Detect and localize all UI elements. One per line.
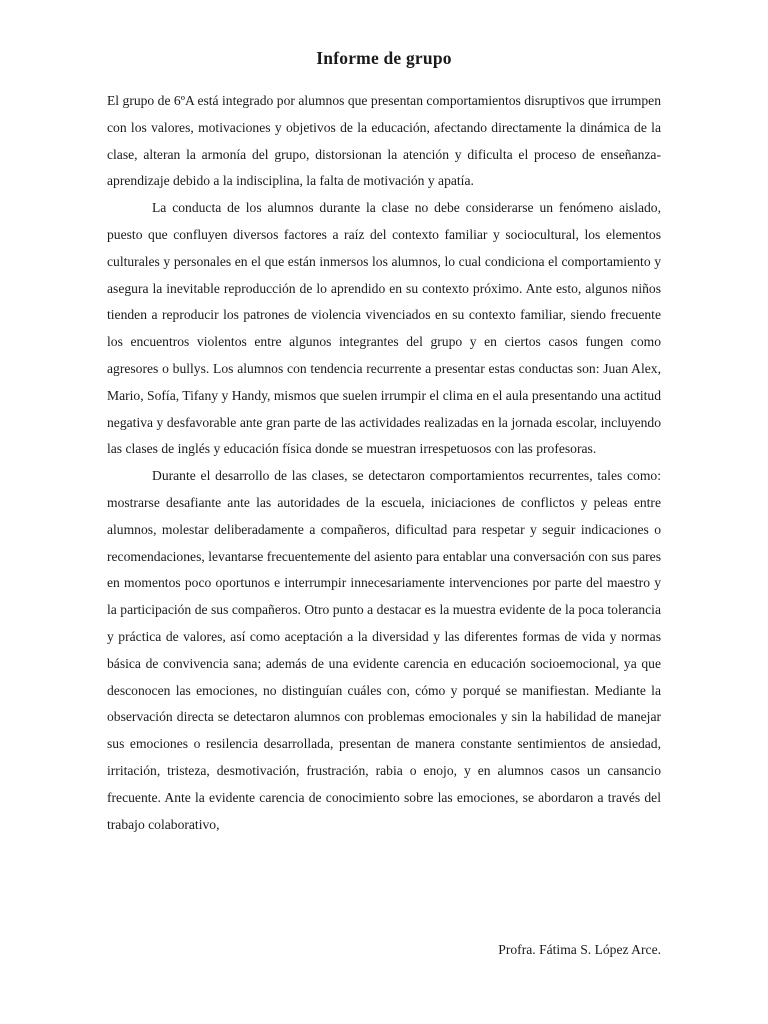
paragraph-3: Durante el desarrollo de las clases, se detectaron comportamientos recurrentes, tales como: mostrarse desafiante ante las autoridades de la escuela, iniciaciones de conflictos y peleas entre alumnos, molestar deliberadamente a compañeros, dificultad para respetar y seguir indicaciones o recomendaciones, levantarse frecuentemente del asiento para entablar una conversación con sus pares en momentos poco oportunos e interrumpir innecesariamente intervenciones por parte del maestro y la participación de sus compañeros. Otro punto a destacar es la muestra evidente de la poca tolerancia y práctica de valores, así como aceptación a la diversidad y las diferentes formas de vida y normas básica de convivencia sana; además de una evidente carencia en educación socioemocional, ya que desconocen las emociones, no distinguían cuáles con, cómo y porqué se manifiestan. Mediante la observación directa se detectaron alumnos con problemas emocionales y sin la habilidad de manejar sus emociones o resilencia desarrollada, presentan de manera constante sentimientos de ansiedad, irritación, tristeza, desmotivación, frustración, rabia o enojo, y en alumnos casos un cansancio frecuente. Ante la evidente carencia de conocimiento sobre las emociones, se abordaron a través del trabajo colaborativo, — [107, 468, 661, 832]
paragraph-1: El grupo de 6ºA está integrado por alumnos que presentan comportamientos disruptivos que irrumpen con los valores, motivaciones y objetivos de la educación, afectando directamente la dinámica de la clase, alteran la armonía del grupo, distorsionan la atención y dificulta el proceso de enseñanza-aprendizaje debido a la indisciplina, la falta de motivación y apatía. — [107, 93, 661, 189]
signature-line: Profra. Fátima S. López Arce. — [498, 942, 661, 957]
document-title: Informe de grupo — [316, 48, 452, 68]
paragraph-2: La conducta de los alumnos durante la clase no debe considerarse un fenómeno aislado, puesto que confluyen diversos factores a raíz del contexto familiar y sociocultural, los elementos culturales y personales en el que están inmersos los alumnos, lo cual condiciona el comportamiento y asegura la inevitable reproducción de lo aprendido en su contexto próximo. Ante esto, algunos niños tienden a reproducir los patrones de violencia vivenciados en su contexto familiar, siendo frecuente los encuentros violentos entre algunos integrantes del grupo y en ciertos casos fungen como agresores o bullys. Los alumnos con tendencia recurrente a presentar estas conductas son: Juan Alex, Mario, Sofía, Tifany y Handy, mismos que suelen irrumpir el clima en el aula presentando una actitud negativa y desfavorable ante gran parte de las actividades realizadas en la jornada escolar, incluyendo las clases de inglés y educación física donde se muestran irrespetuosos con las profesoras. — [107, 200, 661, 457]
document-body — [107, 88, 661, 838]
